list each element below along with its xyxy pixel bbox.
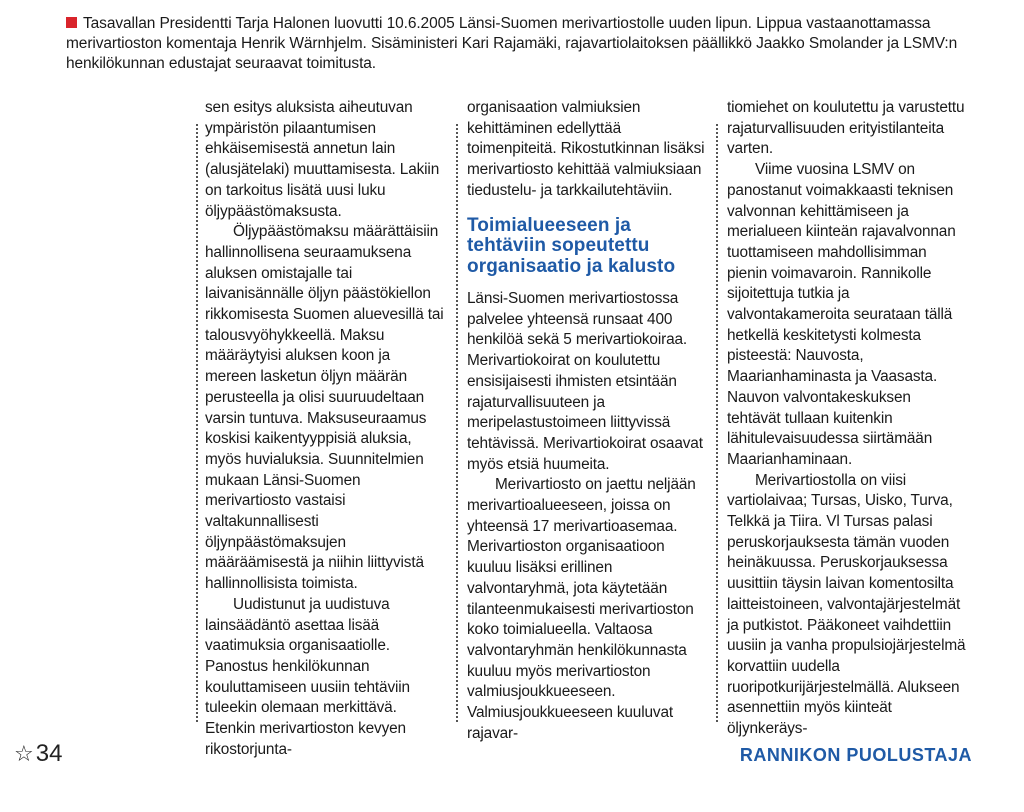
paragraph: Länsi-Suomen merivartiostossa palvelee yhteensä runsaat 400 henkilöä sekä 5 merivartiokoiraa. Merivartiokoirat on koulutettu ensisijaisesti ihmisten etsintään rajaturvallisuuteen ja meripelastustoimeen liittyvissä tehtävissä. Merivartiokoirat osaavat myös etsiä huumeita. — [467, 290, 703, 473]
caption-text: Tasavallan Presidentti Tarja Halonen luovutti 10.6.2005 Länsi-Suomen merivartiostolle uuden lipun. Lippua vastaanottamassa merivartioston komentaja Henrik Wärnhjelm. Sisäministeri Kari Rajamäki, rajavartiolaitoksen päällikkö Jaakko Smolander ja LSMV:n henkilökunnan edustajat seuraavat toimitusta. — [66, 15, 958, 72]
column-divider — [196, 124, 198, 722]
paragraph: Öljypäästömaksu määrättäisiin hallinnollisena seuraamuksena aluksen omistajalle tai laivanisännälle öljyn päästökiellon rikkomisesta Suomen aluevesillä tai talousvyöhykkeellä. Maksu määräytyisi aluksen koon ja mereen lasketun öljyn määrän perusteella ja olisi suuruudeltaan varsin tuntuva. Maksuseuraamus koskisi kaikentyyppisiä aluksia, myös huvialuksia. Suunnitelmien mukaan Länsi-Suomen merivartiosto vastaisi valtakunnallisesti öljynpäästömaksujen määräämisestä ja niihin liittyvistä hallinnollisista toimista. — [205, 223, 444, 593]
page-number — [14, 741, 62, 767]
column-divider — [716, 124, 718, 722]
section-subheading: Toimialueeseen ja tehtäviin sopeutettu organisaatio ja kalusto — [467, 214, 676, 277]
paragraph: tiomiehet on koulutettu ja varustettu rajaturvallisuuden erityistilanteita varten. — [727, 99, 965, 158]
caption-bullet-icon — [66, 17, 77, 28]
paragraph: Viime vuosina LSMV on panostanut voimakkaasti teknisen valvonnan kehittämiseen ja merialueen kiinteän rajavalvonnan tuottamiseen mahdollisimman pienin voimavaroin. Rannikolle sijoitettuja tutkia ja valvontakameroita seurataan tällä hetkellä keskitetysti kolmesta pisteestä: Nauvosta, Maarianhaminasta ja Vaasasta. Nauvon valvontakeskuksen tehtävät tullaan kuitenkin lähitulevaisuudessa siirtämään Maarianhaminaan. — [727, 161, 956, 468]
paragraph: Merivartiostolla on viisi vartiolaivaa; Tursas, Uisko, Turva, Telkkä ja Tiira. Vl Tursas palasi peruskorjauksesta tämän vuoden heinäkuussa. Peruskorjauksessa uusittiin täysin laivan komentosilta laitteistoineen, valvontajärjestelmät ja putkistot. Pääkoneet vaihdettiin uusiin ja vanha propulsiojärjestelmä korvattiin uudella ruoripotkurijärjestelmällä. Alukseen asennettiin myös kiinteät öljynkeräys- — [727, 471, 966, 738]
page-number-text: 34 — [35, 740, 63, 767]
column-divider — [456, 124, 458, 722]
paragraph: Merivartiosto on jaettu neljään merivartioalueeseen, joissa on yhteensä 17 merivartioasemaa. Merivartioston organisaatioon kuuluu lisäksi erillinen valvontaryhmä, jota käytetään tilanteenmukaisesti merivartioston koko toimialueella. Valtaosa valvontaryhmän henkilökunnasta kuuluu myös merivartioston valmiusjoukkueeseen. Valmiusjoukkueeseen kuuluvat rajavar- — [467, 476, 696, 742]
paragraph: sen esitys aluksista aiheutuvan ympäristön pilaantumisen ehkäisemisestä annetun lain (alusjätelaki) muuttamisesta. Lakiin on tarkoitus lisätä uusi luku öljypäästömaksusta. — [205, 99, 440, 220]
article-column-2 — [467, 98, 707, 744]
paragraph: organisaation valmiuksien kehittäminen edellyttää toimenpiteitä. Rikostutkinnan lisäksi merivartiosto kehittää valmiuksiaan tiedustelu- ja tarkkailutehtäviin. — [467, 99, 705, 199]
article-column-3 — [727, 98, 967, 740]
star-outline-icon: ☆ — [14, 741, 34, 766]
photo-caption — [66, 14, 986, 74]
magazine-title: RANNIKON PUOLUSTAJA — [739, 745, 972, 765]
paragraph: Uudistunut ja uudistuva lainsäädäntö asettaa lisää vaatimuksia organisaatiolle. Panostus henkilökunnan kouluttamiseen uusiin tehtäviin tuleekin olemaan merkittävä. Etenkin merivartioston kevyen rikostorjunta- — [205, 595, 410, 758]
article-column-1 — [205, 98, 445, 761]
